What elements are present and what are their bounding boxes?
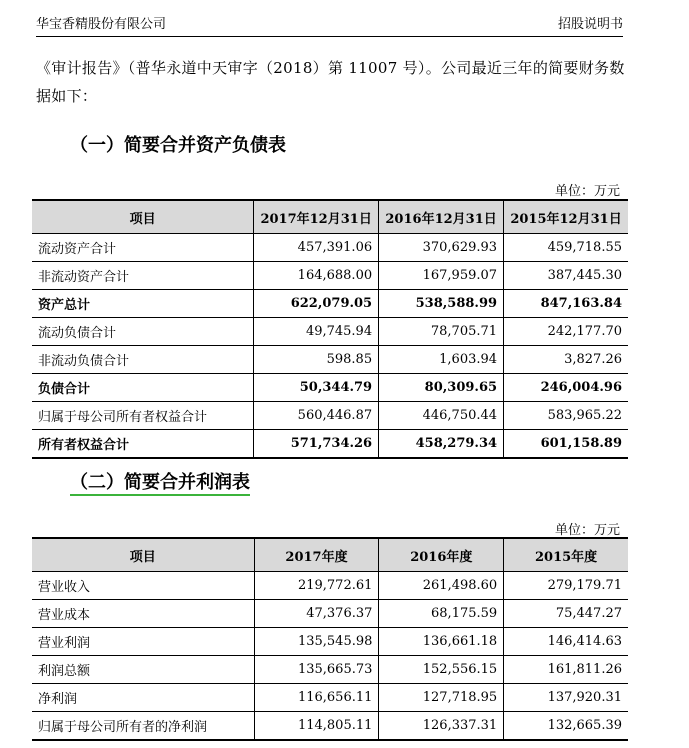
table-row [32, 262, 628, 290]
row-label: 归属于母公司所有者权益合计 [32, 402, 254, 430]
table-row [32, 628, 628, 656]
cell-value: 847,163.84 [504, 290, 628, 318]
cell-value: 601,158.89 [504, 430, 628, 459]
table-row [32, 430, 628, 459]
cell-value: 146,414.63 [504, 628, 628, 656]
cell-value: 622,079.05 [254, 290, 379, 318]
document-type: 招股说明书 [557, 17, 623, 32]
cell-value: 132,665.39 [504, 712, 628, 741]
income-statement-table [32, 537, 628, 741]
cell-value: 219,772.61 [254, 572, 379, 600]
cell-value: 167,959.07 [379, 262, 504, 290]
column-header-period: 2016年度 [379, 538, 504, 572]
table-row [32, 346, 628, 374]
table-row [32, 374, 628, 402]
row-label: 营业利润 [32, 628, 254, 656]
row-label: 非流动资产合计 [32, 262, 254, 290]
table-row [32, 572, 628, 600]
column-header-period: 2016年12月31日 [379, 200, 504, 234]
table-row [32, 684, 628, 712]
cell-value: 261,498.60 [379, 572, 504, 600]
column-header-period: 2017年12月31日 [254, 200, 379, 234]
row-label: 非流动负债合计 [32, 346, 254, 374]
cell-value: 457,391.06 [254, 234, 379, 262]
cell-value: 127,718.95 [379, 684, 504, 712]
row-label: 负债合计 [32, 374, 254, 402]
page-header [36, 10, 623, 37]
table-row [32, 712, 628, 741]
cell-value: 116,656.11 [254, 684, 379, 712]
cell-value: 583,965.22 [504, 402, 628, 430]
cell-value: 137,920.31 [504, 684, 628, 712]
cell-value: 3,827.26 [504, 346, 628, 374]
cell-value: 538,588.99 [379, 290, 504, 318]
table-header-row [32, 200, 628, 234]
row-label: 净利润 [32, 684, 254, 712]
cell-value: 152,556.15 [379, 656, 504, 684]
cell-value: 458,279.34 [379, 430, 504, 459]
cell-value: 370,629.93 [379, 234, 504, 262]
cell-value: 387,445.30 [504, 262, 628, 290]
column-header-period: 2015年12月31日 [504, 200, 628, 234]
row-label: 归属于母公司所有者的净利润 [32, 712, 254, 741]
balance-sheet-title: （一）简要合并资产负债表 [70, 135, 286, 156]
column-header-period: 2017年度 [254, 538, 379, 572]
intro-paragraph: 《审计报告》（普华永道中天审字（2018）第 11007 号）。公司最近三年的简要财务数据如下： [36, 59, 625, 105]
row-label: 利润总额 [32, 656, 254, 684]
cell-value: 68,175.59 [379, 600, 504, 628]
cell-value: 75,447.27 [504, 600, 628, 628]
column-header-period: 2015年度 [504, 538, 628, 572]
cell-value: 135,665.73 [254, 656, 379, 684]
balance-sheet-table [32, 199, 628, 459]
row-label: 流动负债合计 [32, 318, 254, 346]
table-row [32, 290, 628, 318]
cell-value: 161,811.26 [504, 656, 628, 684]
cell-value: 242,177.70 [504, 318, 628, 346]
table-row [32, 318, 628, 346]
cell-value: 126,337.31 [379, 712, 504, 741]
cell-value: 49,745.94 [254, 318, 379, 346]
cell-value: 47,376.37 [254, 600, 379, 628]
cell-value: 446,750.44 [379, 402, 504, 430]
row-label: 资产总计 [32, 290, 254, 318]
cell-value: 78,705.71 [379, 318, 504, 346]
cell-value: 1,603.94 [379, 346, 504, 374]
cell-value: 80,309.65 [379, 374, 504, 402]
table-header-row [32, 538, 628, 572]
column-header-item: 项目 [32, 200, 254, 234]
cell-value: 135,545.98 [254, 628, 379, 656]
company-name: 华宝香精股份有限公司 [36, 17, 167, 32]
table-row [32, 656, 628, 684]
table-row [32, 402, 628, 430]
row-label: 所有者权益合计 [32, 430, 254, 459]
table-row [32, 234, 628, 262]
cell-value: 246,004.96 [504, 374, 628, 402]
cell-value: 560,446.87 [254, 402, 379, 430]
row-label: 营业成本 [32, 600, 254, 628]
income-statement-title: （二）简要合并利润表 [70, 468, 250, 494]
row-label: 营业收入 [32, 572, 254, 600]
cell-value: 164,688.00 [254, 262, 379, 290]
cell-value: 598.85 [254, 346, 379, 374]
cell-value: 459,718.55 [504, 234, 628, 262]
row-label: 流动资产合计 [32, 234, 254, 262]
cell-value: 279,179.71 [504, 572, 628, 600]
cell-value: 571,734.26 [254, 430, 379, 459]
income-statement-unit: 单位：万元 [554, 523, 620, 538]
cell-value: 50,344.79 [254, 374, 379, 402]
cell-value: 136,661.18 [379, 628, 504, 656]
balance-sheet-unit: 单位：万元 [554, 184, 620, 199]
cell-value: 114,805.11 [254, 712, 379, 741]
table-row [32, 600, 628, 628]
column-header-item: 项目 [32, 538, 254, 572]
